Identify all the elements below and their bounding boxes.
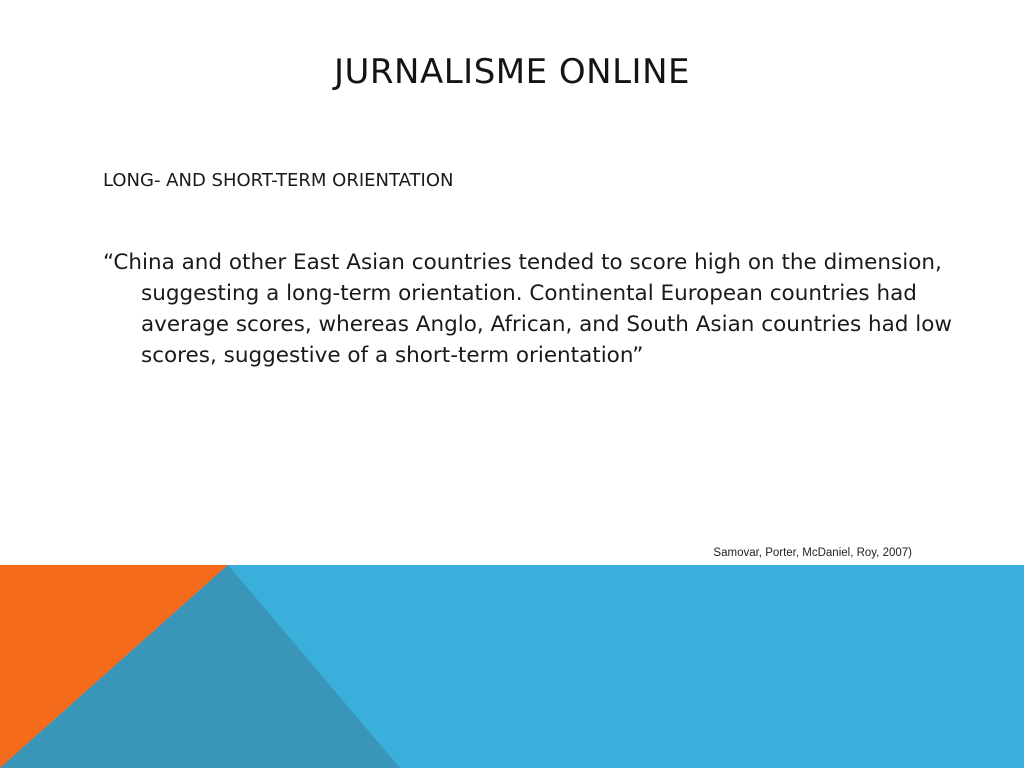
citation: Samovar, Porter, McDaniel, Roy, 2007): [713, 547, 912, 559]
quote-paragraph: “China and other East Asian countries tended to score high on the dimension, suggesting a long-term orientation. Continental European countries had average scores, whereas Anglo, African, and South Asian countries had low scores, suggestive of a short-term orientation”: [103, 250, 952, 368]
footer-decoration: [0, 565, 1024, 768]
section-heading: LONG- AND SHORT-TERM ORIENTATION: [103, 170, 454, 191]
slide-title: JURNALISME ONLINE: [334, 52, 690, 92]
